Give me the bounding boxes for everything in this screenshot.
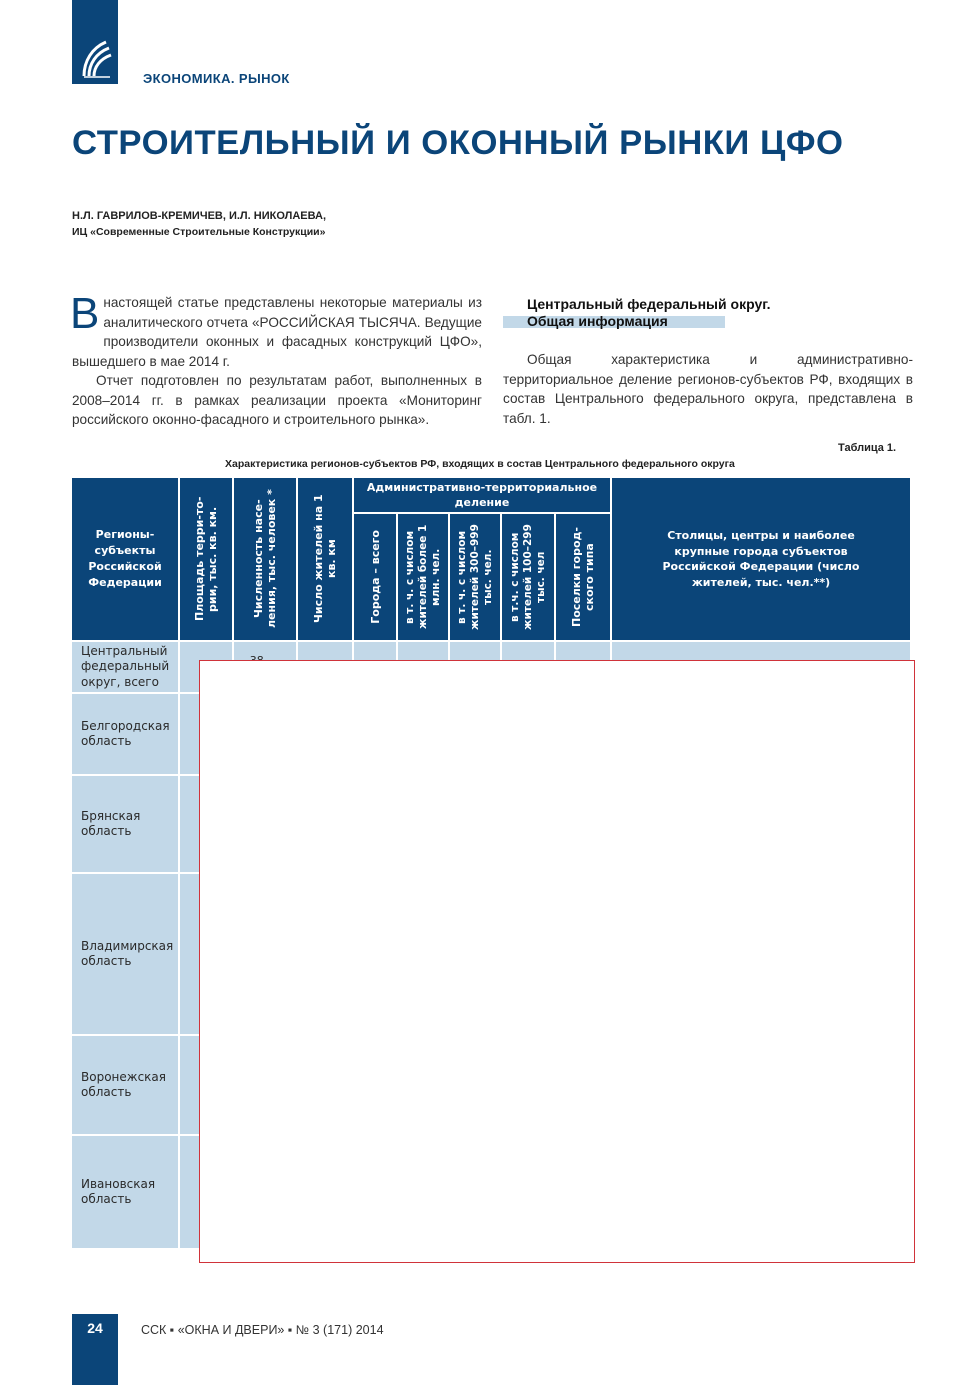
table-caption: Характеристика регионов-субъектов РФ, входящих в состав Центрального федерального округа — [225, 458, 735, 470]
report-paragraph: Отчет подготовлен по результатам работ, выполненных в 2008–2014 гг. в рамках реализации проекта «Мониторинг российского оконно-фасадного и строительного рынка». — [72, 373, 482, 427]
table-row-region: Воронежская область — [72, 1036, 178, 1134]
table-row-region: Владимирская область — [72, 874, 178, 1034]
article-title: СТРОИТЕЛЬНЫЙ И ОКОННЫЙ РЫНКИ ЦФО — [72, 124, 844, 162]
header-cities-100k: в т.ч. с числом жителей 100–299 тыс. чел — [502, 514, 554, 640]
ssk-logo-icon — [80, 36, 112, 80]
header-cities-1m: в т. ч. с числом жителей более 1 млн. чел. — [398, 514, 448, 640]
section-subheading — [503, 296, 913, 330]
dropcap: В — [70, 289, 100, 338]
header-admin-division: Административно-территориальное деление — [354, 478, 610, 512]
header-area: Площадь терри-то-рии, тыс. кв. км. — [180, 478, 232, 640]
table-row-region: Белгородская область — [72, 694, 178, 774]
subheading-line-1: Центральный федеральный округ. — [527, 296, 771, 312]
organization: ИЦ «Современные Строительные Конструкции» — [72, 226, 326, 238]
authors: Н.Л. ГАВРИЛОВ-КРЕМИЧЕВ, И.Л. НИКОЛАЕВА, — [72, 210, 326, 222]
header-settlements: Поселки город-ского типа — [556, 514, 610, 640]
authors-block — [72, 208, 326, 240]
table-row-region: Ивановская область — [72, 1136, 178, 1248]
header-cities-total: Города – всего — [354, 514, 396, 640]
intro-paragraph — [70, 289, 482, 371]
table-number: Таблица 1. — [838, 442, 897, 454]
header-brand-bar — [72, 0, 118, 84]
footer-brand-bar — [72, 1314, 118, 1385]
page-number: 24 — [87, 1320, 103, 1336]
left-column — [70, 289, 482, 430]
overview-paragraph: Общая характеристика и административно-территориальное деление регионов-субъектов РФ, входящих в состав Центрального федерального округа, представлена в табл. 1. — [503, 352, 913, 426]
table-row-region: Брянская область — [72, 776, 178, 872]
subheading-line-2: Общая информация — [527, 313, 668, 329]
header-capitals: Столицы, центры и наиболее крупные города субъектов Российской Федерации (число жителей, тыс. чел.**) — [612, 478, 910, 640]
right-column — [503, 296, 913, 428]
publication-info: ССК ▪ «ОКНА И ДВЕРИ» ▪ № 3 (171) 2014 — [141, 1323, 384, 1337]
section-label: ЭКОНОМИКА. РЫНОК — [143, 71, 290, 86]
redacted-region-overlay — [199, 660, 915, 1263]
header-density: Число жителей на 1 кв. км — [298, 478, 352, 640]
header-region: Регионы-субъекты Российской Федерации — [72, 478, 178, 640]
intro-text: настоящей статье представлены некоторые материалы из аналитического отчета «РОССИЙСКАЯ ТЫСЯЧА. Ведущие производители оконных и фасадных конструкций ЦФО», вышедшего в мае 2014 г. — [72, 295, 482, 369]
header-cities-300k: в т. ч. с числом жителей 300–999 тыс. чел. — [450, 514, 500, 640]
header-population: Численность насе-ления, тыс. человек * — [234, 478, 296, 640]
table-row-region: Центральный федеральный округ, всего — [72, 642, 178, 692]
